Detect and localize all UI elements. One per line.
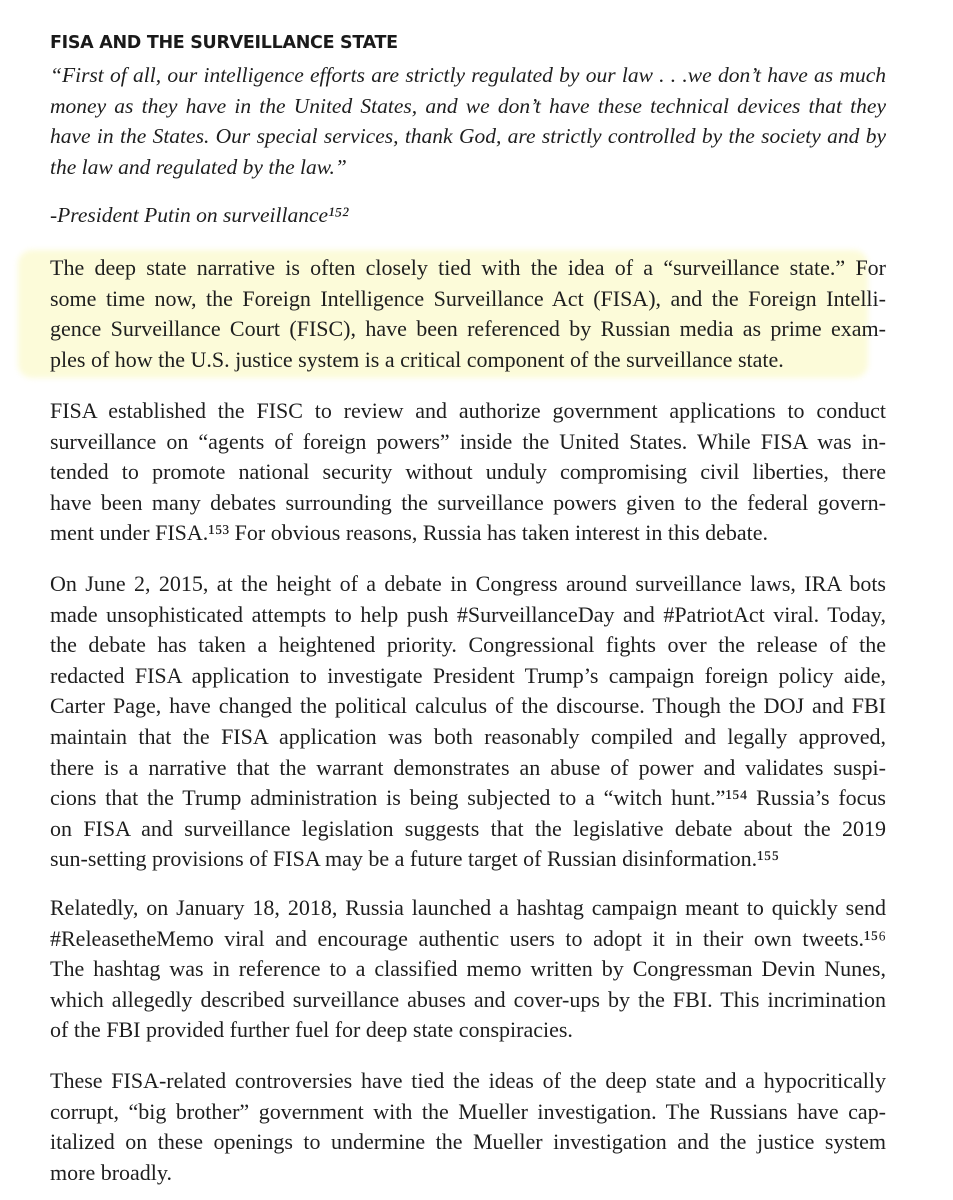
paragraph-line: which allegedly described surveillance abuses and cover-ups by the FBI. This incrimination <box>50 986 886 1012</box>
paragraph-line: gence Surveillance Court (FISC), have been referenced by Russian media as prime exam- <box>50 316 886 342</box>
quote-line: have in the States. Our special services, thank God, are strictly controlled by the society and by <box>50 124 886 149</box>
quote-line: “First of all, our intelligence efforts are strictly regulated by our law . . .we don’t have as much <box>50 63 886 87</box>
paragraph-line: italized on these openings to undermine the Mueller investigation and the justice system <box>50 1129 886 1155</box>
paragraph-line: cions that the Trump administration is being subjected to a “witch hunt.”¹⁵⁴ Russia’s focus <box>50 785 886 811</box>
paragraph-line: ples of how the U.S. justice system is a critical component of the surveillance state. <box>50 346 784 372</box>
section-heading: FISA AND THE SURVEILLANCE STATE <box>50 33 398 53</box>
paragraph-line: #ReleasetheMemo viral and encourage authentic users to adopt it in their own tweets.¹⁵⁶ <box>50 925 886 951</box>
paragraph-3 <box>50 569 886 875</box>
paragraph-line: FISA established the FISC to review and authorize government applications to conduct <box>50 398 886 423</box>
paragraph-line: surveillance on “agents of foreign powers” inside the United States. While FISA was in- <box>50 428 886 454</box>
paragraph-line: corrupt, “big brother” government with the Mueller investigation. The Russians have cap- <box>50 1098 886 1124</box>
quote <box>50 60 886 182</box>
paragraph-1 <box>50 253 886 375</box>
paragraph-line: On June 2, 2015, at the height of a debate in Congress around surveillance laws, IRA bots <box>50 571 886 596</box>
paragraph-line: ment under FISA.¹⁵³ For obvious reasons, Russia has taken interest in this debate. <box>50 520 769 546</box>
paragraph-line: Carter Page, have changed the political calculus of the discourse. Though the DOJ and FBI <box>50 693 886 719</box>
paragraph-line: there is a narrative that the warrant demonstrates an abuse of power and validates suspi- <box>50 754 886 780</box>
paragraph-line: some time now, the Foreign Intelligence Surveillance Act (FISA), and the Foreign Intelli- <box>50 285 886 311</box>
paragraph-line: These FISA-related controversies have tied the ideas of the deep state and a hypocritically <box>50 1068 886 1093</box>
paragraph-line: maintain that the FISA application was both reasonably compiled and legally approved, <box>50 723 886 749</box>
paragraph-line: more broadly. <box>50 1159 172 1185</box>
paragraph-line: have been many debates surrounding the surveillance powers given to the federal govern- <box>50 489 886 515</box>
paragraph-line: The deep state narrative is often closely tied with the idea of a “surveillance state.” For <box>50 255 886 280</box>
quote-attribution: -President Putin on surveillance¹⁵² <box>50 203 349 227</box>
paragraph-line: The hashtag was in reference to a classified memo written by Congressman Devin Nunes, <box>50 956 886 982</box>
quote-line: the law and regulated by the law.” <box>50 154 347 179</box>
paragraph-line: redacted FISA application to investigate President Trump’s campaign foreign policy aide, <box>50 662 886 688</box>
paragraph-line: tended to promote national security without unduly compromising civil liberties, there <box>50 459 886 485</box>
paragraph-5 <box>50 1066 886 1188</box>
paragraph-2 <box>50 396 886 549</box>
paragraph-line: Relatedly, on January 18, 2018, Russia launched a hashtag campaign meant to quickly send <box>50 895 886 920</box>
paragraph-line: made unsophisticated attempts to help push #SurveillanceDay and #PatriotAct viral. Today, <box>50 601 886 627</box>
paragraph-line: sun-setting provisions of FISA may be a future target of Russian disinformation.¹⁵⁵ <box>50 846 780 872</box>
paragraph-line: the debate has taken a heightened priority. Congressional fights over the release of the <box>50 632 886 658</box>
paragraph-line: of the FBI provided further fuel for deep state conspiracies. <box>50 1017 573 1043</box>
paragraph-line: on FISA and surveillance legislation suggests that the legislative debate about the 2019 <box>50 815 886 841</box>
paragraph-4 <box>50 893 886 1046</box>
quote-line: money as they have in the United States, and we don’t have these technical devices that they <box>50 93 886 118</box>
